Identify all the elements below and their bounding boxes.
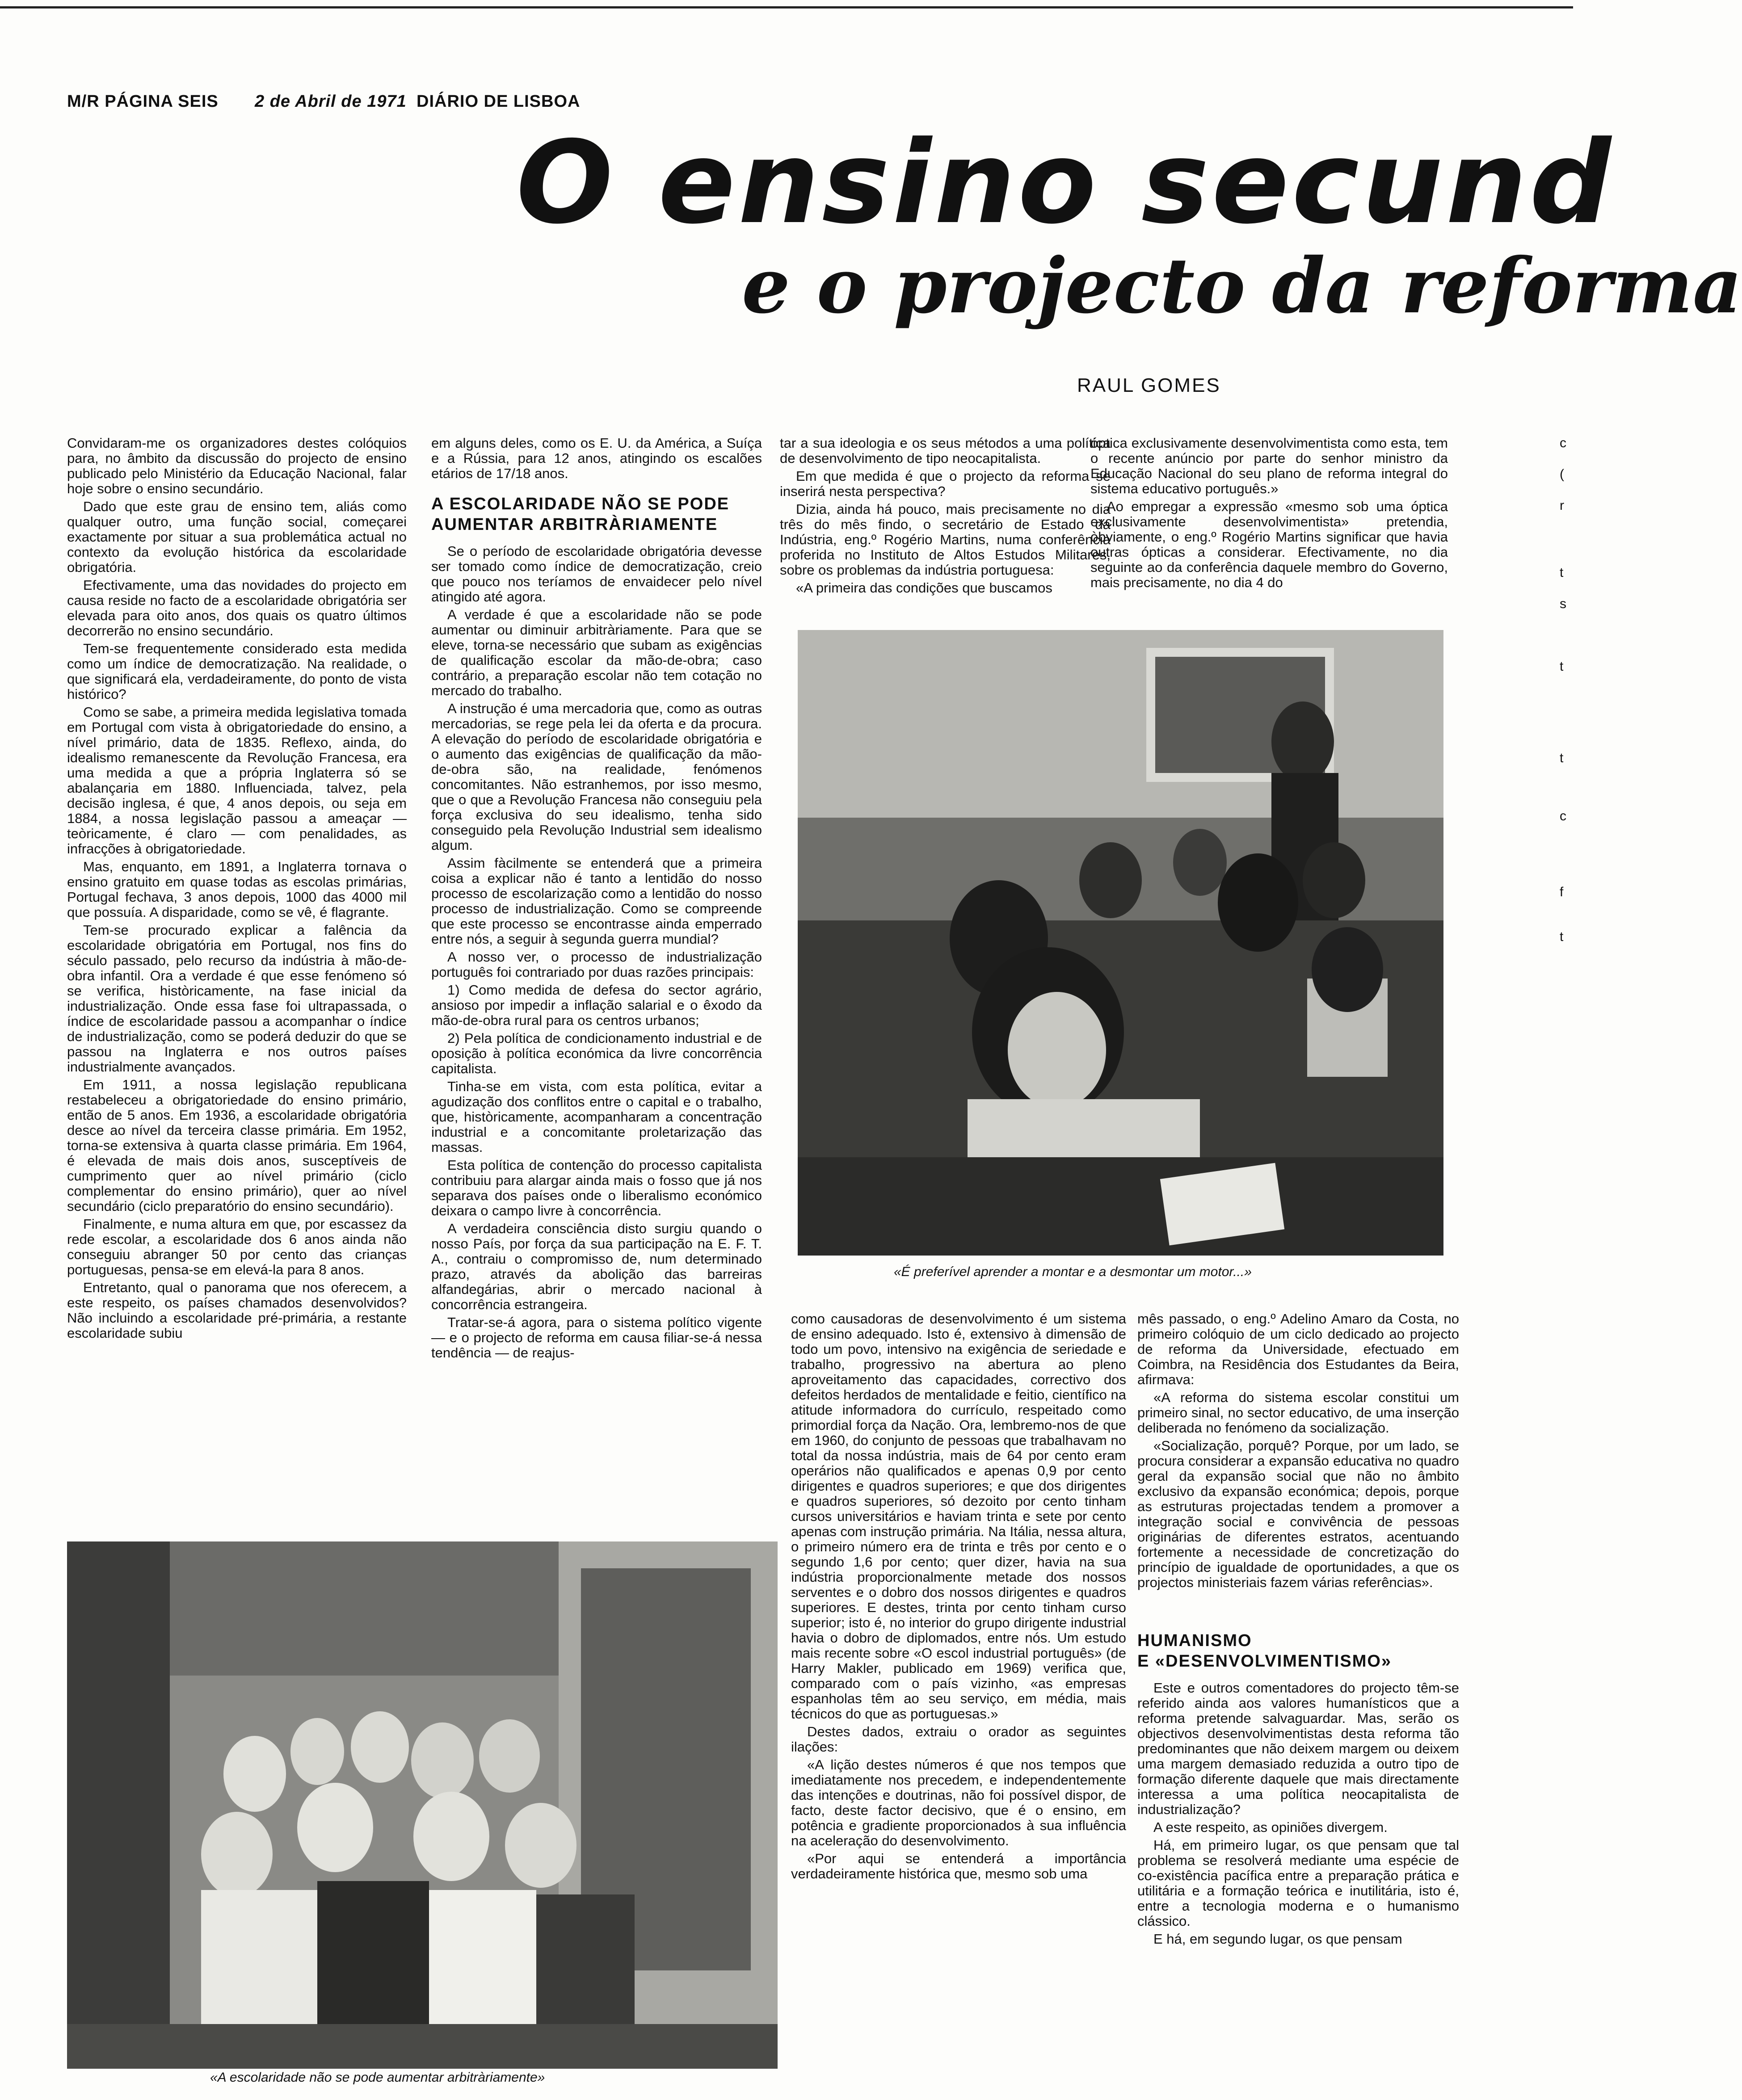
paragraph: Ao empregar a expressão «mesmo sob uma óptica exclusivamente desenvolvimentista» pretendia, òbviamente, o eng.º Rogério Martins significar que havia outras ópticas a considerar. Efectivamente, no dia seguinte ao da conferência daquele membro do Governo, mais precisamente, no dia 4 do [1090, 499, 1448, 590]
paragraph: Mas, enquanto, em 1891, a Inglaterra tornava o ensino gratuito em quase todas as escolas primárias, Portugal fechava, 3 anos depois, 1000 das 4000 mil que possuía. A disparidade, como se vê, é flagrante. [67, 859, 407, 920]
paragraph: A instrução é uma mercadoria que, como as outras mercadorias, se rege pela lei da oferta e da procura. A elevação do período de escolaridade obrigatória e o aumento das exigências de qualificação da mão-de-obra são, na realidade, fenómenos concomitantes. Não estranhemos, por isso mesmo, que o que a Revolução Francesa não conseguiu pela força exclusiva do seu idealismo, tenha sido conseguido pela Revolução Industrial sem idealismo algum. [431, 701, 762, 853]
paragraph: Convidaram-me os organizadores destes colóquios para, no âmbito da discussão do projecto de ensino publicado pelo Ministério da Educação Nacional, falar hoje sobre o ensino secundário. [67, 435, 407, 496]
paragraph: tar a sua ideologia e os seus métodos a uma política de desenvolvimento de tipo neocapitalista. [780, 435, 1111, 466]
paragraph: Se o período de escolaridade obrigatória devesse ser tomado como índice de democratização, creio que pouco nos teríamos de envaidecer pelo nível atingido até agora. [431, 543, 762, 605]
headline-line-1: O ensino secund [516, 117, 1614, 249]
paragraph: Este e outros comentadores do projecto têm-se referido ainda aos valores humanísticos que a reforma pretende salvaguardar. Mas, serão os objectivos desenvolvimentistas desta reforma tão predominantes que não deixem margem ou deixem uma margem demasiado reduzida a outro tipo de formação diferente daquele que mais directamente interessa a uma política neocapitalista de industrialização? [1137, 1680, 1459, 1817]
paragraph: «Socialização, porquê? Porque, por um lado, se procura considerar a expansão educativa no quadro geral da expansão social que não no âmbito exclusivo da expansão económica; depois, porque as estruturas projectadas tendem a promover a integração social e convivência de pessoas originárias de diferentes estratos, acentuando fortemente a necessidade de concretização do princípio de igualdade de oportunidades, a que os projectos ministeriais fazem várias referências». [1137, 1438, 1459, 1590]
paragraph: A nosso ver, o processo de industrialização português foi contrariado por duas razões principais: [431, 949, 762, 980]
section-subheading: A ESCOLARIDADE NÃO SE PODE AUMENTAR ARBITRÀRIAMENTE [431, 495, 730, 534]
paragraph: «A reforma do sistema escolar constitui um primeiro sinal, no sector educativo, de uma inserção deliberada no fenómeno da socialização. [1137, 1390, 1459, 1436]
paragraph: Em 1911, a nossa legislação republicana restabeleceu a obrigatoriedade do ensino primário, então de 5 anos. Em 1936, a escolaridade obrigatória desce ao nível da terceira classe primária. Em 1952, torna-se extensiva à quarta classe primária. Em 1964, é elevada de mais dois anos, susceptíveis de cumprimento quer ao nível primário (ciclo complementar do ensino primário), quer ao nível secundário (ciclo preparatório do ensino secundário). [67, 1077, 407, 1214]
newspaper-name: DIÁRIO DE LISBOA [417, 92, 581, 111]
paragraph: Dizia, ainda há pouco, mais precisamente no dia três do mês findo, o secretário de Estado da Indústria, eng.º Rogério Martins, numa conferência proferida no Instituto de Altos Estudos Militares, sobre os problemas da indústria portuguesa: [780, 501, 1111, 578]
children-photo [67, 1541, 778, 2069]
paragraph: óptica exclusivamente desenvolvimentista como esta, tem o recente anúncio por parte do senhor ministro da Educação Nacional do seu plano de reforma integral do sistema educativo português.» [1090, 435, 1448, 496]
cropped-edge-letter: t [1560, 929, 1564, 944]
cropped-edge-letter: c [1560, 436, 1566, 450]
paragraph: Dado que este grau de ensino tem, aliás como qualquer outro, uma função social, começarei exactamente por situar a sua problemática actual no contexto da evolução histórica da escolaridade obrigatória. [67, 499, 407, 575]
top-rule [0, 6, 1573, 8]
cropped-edge-letter: f [1560, 885, 1564, 899]
author-byline: RAUL GOMES [1077, 374, 1221, 396]
article-column-1 [67, 436, 407, 1530]
paragraph: mês passado, o eng.º Adelino Amaro da Costa, no primeiro colóquio de um ciclo dedicado ao projecto de reforma da Universidade, efectuado em Coimbra, na Residência dos Estudantes da Beira, afirmava: [1137, 1311, 1459, 1387]
paragraph: Assim fàcilmente se entenderá que a primeira coisa a explicar não é tanto a lentidão do nosso processo de escolarização como a lentidão do nosso processo de industrialização. Como se compreende que este processo se encontrasse ainda emperrado entre nós, a seguir à segunda guerra mundial? [431, 855, 762, 947]
paragraph: Tinha-se em vista, com esta política, evitar a agudização dos conflitos entre o capital e o trabalho, que, històricamente, acompanharam a concentração industrial e a concomitante proletarização das massas. [431, 1079, 762, 1155]
article-column-3-top [780, 436, 1111, 623]
cropped-edge-letter: ( [1560, 467, 1564, 482]
paragraph: «A primeira das condições que buscamos [796, 580, 1052, 596]
cropped-edge-letter: t [1560, 659, 1564, 674]
paragraph: Finalmente, e numa altura em que, por escassez da rede escolar, a escolaridade dos 6 anos ainda não conseguiu abranger 50 por cento das crianças portuguesas, pensa-se em elevá-la para 8 anos. [67, 1216, 407, 1277]
paragraph: Tem-se procurado explicar a falência da escolaridade obrigatória em Portugal, nos fins do século passado, pelo recurso da indústria à mão-de-obra infantil. Ora a verdade é que esse fenómeno só se verifica, històricamente, na fase inicial da industrialização. Onde essa fase foi ultrapassada, o índice de escolaridade passou a acompanhar o índice de industrialização, como se poderá deduzir do que se passou na Inglaterra e nos outros países industrialmente avançados. [67, 922, 407, 1075]
paragraph: Destes dados, extraiu o orador as seguintes ilações: [791, 1724, 1126, 1755]
classroom-photo [798, 630, 1443, 1256]
paragraph: A verdade é que a escolaridade não se pode aumentar ou diminuir arbitràriamente. Para que se eleve, torna-se necessário que subam as exigências de qualificação escolar da mão-de-obra; caso contrário, a preparação escolar não tem cotação no mercado do trabalho. [431, 607, 762, 698]
paragraph: «Por aqui se entenderá a importância verdadeiramente histórica que, mesmo sob uma [791, 1851, 1126, 1882]
cropped-edge-letter: t [1560, 751, 1564, 765]
cropped-edge-letter: c [1560, 809, 1566, 823]
paragraph: A este respeito, as opiniões divergem. [1153, 1819, 1388, 1835]
article-column-3-bottom [791, 1311, 1126, 2087]
article-column-2 [431, 436, 762, 1530]
paragraph: Efectivamente, uma das novidades do projecto em causa reside no facto de a escolaridade obrigatória ser elevada para oito anos, dos quais os quatro últimos decorrerão no ensino secundário. [67, 577, 407, 638]
paragraph: Esta política de contenção do processo capitalista contribuiu para alargar ainda mais o fosso que já nos separava dos países onde o liberalismo económico deixara o campo livre à concorrência. [431, 1157, 762, 1218]
cropped-edge-letter: s [1560, 596, 1566, 611]
paragraph: Tratar-se-á agora, para o sistema político vigente — e o projecto de reforma em causa filiar-se-á nessa tendência — de reajus- [431, 1315, 762, 1361]
paragraph: Como se sabe, a primeira medida legislativa tomada em Portugal com vista à obrigatoriedade do ensino, a nível primário, data de 1835. Reflexo, ainda, do idealismo remanescente da Revolução Francesa, era uma medida a que a própria Inglaterra só se abalançaria em 1880. Influenciada, talvez, pela decisão inglesa, é que, 4 anos depois, ou seja em 1884, a nossa legislação passou a ameaçar — teòricamente, é claro — com penalidades, as infracções à obrigatoriedade. [67, 704, 407, 857]
paragraph: Tem-se frequentemente considerado esta medida como um índice de democratização. Na realidade, o que significará ela, verdadeiramente, do ponto de vista histórico? [67, 641, 407, 702]
paragraph: Em que medida é que o projecto da reforma se inserirá nesta perspectiva? [780, 468, 1111, 499]
cropped-edge-letter: r [1560, 498, 1564, 513]
paragraph: 1) Como medida de defesa do sector agrário, ansioso por impedir a inflação salarial e o êxodo da mão-de-obra rural para os centros urbanos; [431, 982, 762, 1028]
paragraph: E há, em segundo lugar, os que pensam [1153, 1931, 1402, 1947]
children-photo-caption: «A escolaridade não se pode aumentar arbitràriamente» [210, 2070, 545, 2085]
article-column-4-top [1090, 436, 1448, 623]
paragraph: «A lição destes números é que nos tempos que imediatamente nos precedem, e independentemente das intenções e doutrinas, não foi possível dispor, de facto, deste factor decisivo, que é o ensino, em potência e gradiente proporcionados à sua influência na aceleração do desenvolvimento. [791, 1757, 1126, 1848]
classroom-photo-caption: «É preferível aprender a montar e a desmontar um motor...» [894, 1264, 1252, 1279]
paragraph: como causadoras de desenvolvimento é um sistema de ensino adequado. Isto é, extensivo à dimensão de todo um povo, intensivo na exigência de seriedade e trabalho, progressivo na abertura ao pleno aproveitamento das capacidades, correctivo dos defeitos herdados de mentalidade e feitio, científico na atitude informadora do currículo, respeitado como primordial força da Nação. Ora, lembremo-nos de que em 1960, do conjunto de pessoas que trabalhavam no total da nossa indústria, mais de 64 por cento eram operários não qualificados e apenas 0,9 por cento dirigentes e quadros superiores; e que dos dirigentes e quadros superiores, só dezoito por cento tinham cursos universitários e haviam trinta e sete por cento apenas com instrução primária. Na Itália, nessa altura, o primeiro número era de trinta e três por cento e o segundo 1,6 por cento; quer dizer, havia na sua indústria proporcionalmente metade dos nossos serventes e o dobro dos nossos dirigentes e quadros superiores. E destes, trinta por cento tinham curso superior; isto é, no interior do grupo dirigente industrial havia o dobro de diplomados, entre nós. Um estudo mais recente sobre «O escol industrial português» (de Harry Makler, publicado em 1969) verifica que, comparado com o país vizinho, «as empresas espanholas têm ao seu serviço, em média, mais técnicos do que as portuguesas.» [791, 1311, 1126, 1722]
cropped-edge-letter: t [1560, 565, 1564, 580]
paragraph: em alguns deles, como os E. U. da América, a Suíça e a Rússia, para 12 anos, atingindo os escalões etários de 17/18 anos. [431, 435, 762, 481]
paragraph: A verdadeira consciência disto surgiu quando o nosso País, por força da sua participação na E. F. T. A., contraiu o compromisso de, num determinado prazo, através da abolição das barreiras alfandegárias, abrir o mercado nacional à concorrência estrangeira. [431, 1221, 762, 1312]
paragraph: 2) Pela política de condicionamento industrial e de oposição à política económica da livre concorrência capitalista. [431, 1030, 762, 1076]
section-subheading-2 [1137, 1630, 1459, 1672]
headline-line-2: e o projecto da reforma [742, 241, 1742, 331]
paragraph: Há, em primeiro lugar, os que pensam que tal problema se resolverá mediante uma espécie de co-existência pacífica entre a preparação prática e utilitária e a formação teórica e inutilitária, isto é, entre a tecnologia moderna e o humanismo clássico. [1137, 1837, 1459, 1929]
subheading-line-2: E «DESENVOLVIMENTISMO» [1137, 1652, 1392, 1671]
subheading-line-1: HUMANISMO [1137, 1631, 1252, 1650]
paragraph: Entretanto, qual o panorama que nos oferecem, a este respeito, os países chamados desenvolvidos? Não incluindo a escolaridade pré-primária, a restante escolaridade subiu [67, 1280, 407, 1341]
page-label: M/R PÁGINA SEIS [67, 92, 219, 111]
issue-date: 2 de Abril de 1971 [255, 92, 407, 111]
article-column-4-bottom [1137, 1311, 1459, 2087]
